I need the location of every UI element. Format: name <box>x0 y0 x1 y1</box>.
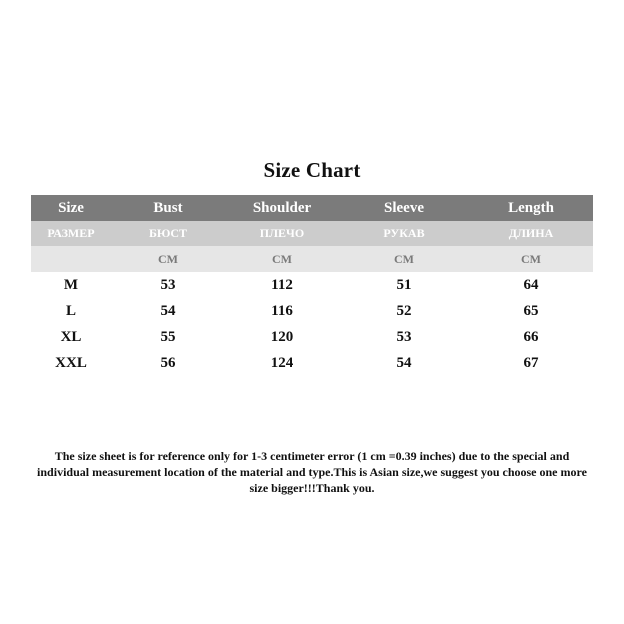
header-row <box>31 195 593 221</box>
size-cell: XL <box>60 328 82 345</box>
header-cell-shoulder: Shoulder <box>252 199 312 216</box>
sleeve-cell: 53 <box>396 328 412 345</box>
bust-cell: 55 <box>160 328 176 345</box>
unit-cell-sleeve: CM <box>394 251 414 266</box>
shoulder-cell: 124 <box>270 354 294 371</box>
header-cell-sleeve: Sleeve <box>384 199 424 216</box>
page-title: Size Chart <box>263 158 361 182</box>
table-row <box>31 324 593 350</box>
header-cell-size: Size <box>58 199 84 216</box>
ru-header-cell-sleeve: РУКАВ <box>383 226 425 240</box>
length-cell: 64 <box>523 276 539 293</box>
size-cell: M <box>63 276 79 293</box>
unit-cell-bust: CM <box>158 251 178 266</box>
unit-row <box>31 246 593 272</box>
length-cell: 65 <box>523 302 539 319</box>
header-cell-bust: Bust <box>153 199 183 216</box>
length-cell: 67 <box>523 354 539 371</box>
size-disclaimer-note: The size sheet is for reference only for 1-3 centimeter error (1 cm =0.39 inches) due to the special and individual measurement location of the material and type.This is Asian size,we suggest you choose one more size bigger!!!Thank you. <box>37 449 587 495</box>
ru-header-cell-length: ДЛИНА <box>508 226 554 240</box>
shoulder-cell: 112 <box>271 276 293 293</box>
unit-cell-length: CM <box>521 251 541 266</box>
ru-header-cell-bust: БЮСТ <box>148 226 188 240</box>
bust-cell: 53 <box>160 276 176 293</box>
russian-header-row <box>31 221 593 246</box>
shoulder-cell: 116 <box>271 302 293 319</box>
bust-cell: 56 <box>160 354 176 371</box>
ru-header-cell-size: РАЗМЕР <box>47 226 95 240</box>
sleeve-cell: 54 <box>396 354 412 371</box>
sleeve-cell: 51 <box>396 276 412 293</box>
sleeve-cell: 52 <box>396 302 412 319</box>
table-row <box>31 298 593 324</box>
size-cell: L <box>65 302 76 319</box>
table-row <box>31 272 593 298</box>
size-table <box>31 195 593 376</box>
bust-cell: 54 <box>160 302 176 319</box>
table-row <box>31 350 593 376</box>
header-cell-length: Length <box>508 199 554 216</box>
size-cell: XXL <box>55 354 87 371</box>
length-cell: 66 <box>523 328 539 345</box>
unit-cell-shoulder: CM <box>272 251 292 266</box>
ru-header-cell-shoulder: ПЛЕЧО <box>259 226 305 240</box>
shoulder-cell: 120 <box>270 328 294 345</box>
